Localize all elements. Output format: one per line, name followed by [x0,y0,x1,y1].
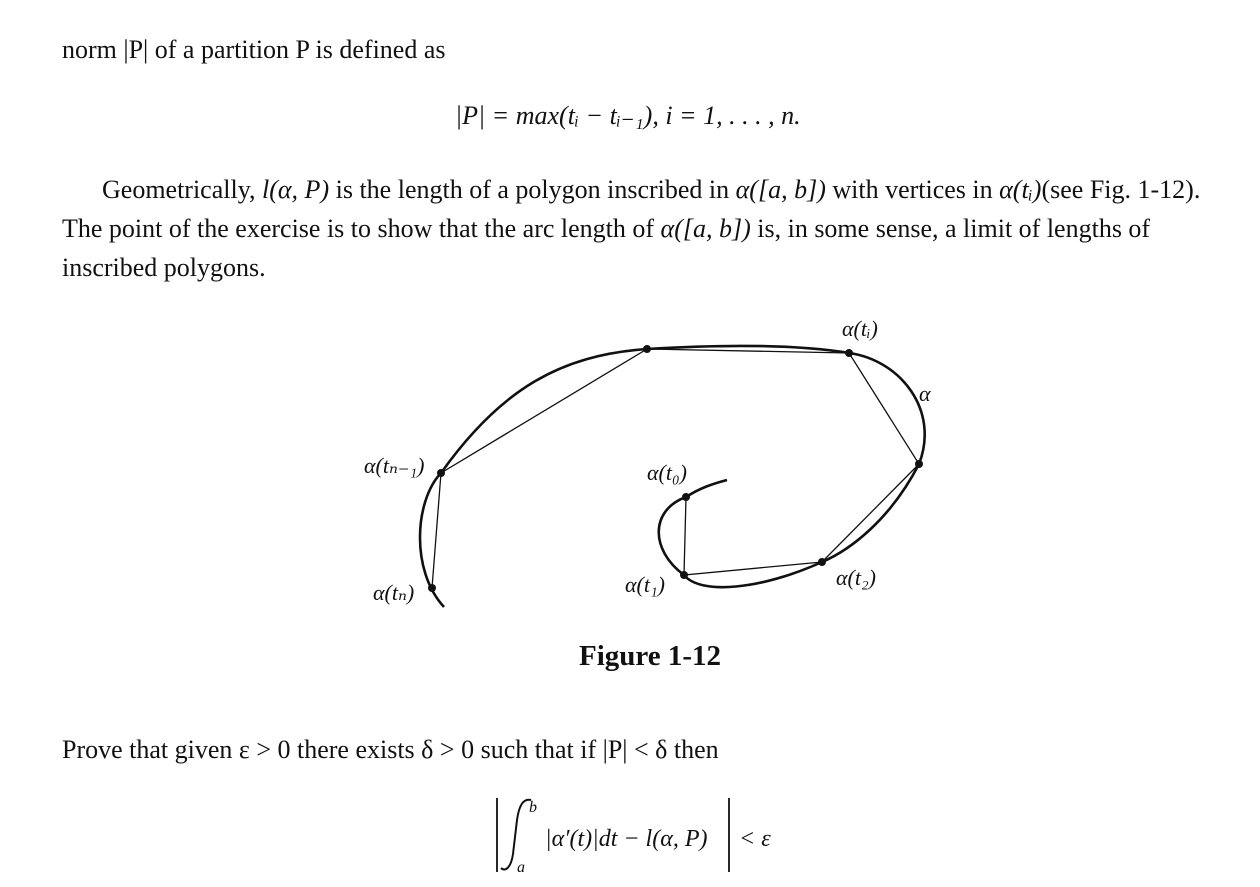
paragraph-mid3: (see Fig. 1-12). The point of the exercise is to show that the arc length of [62,175,1201,243]
integrand: |α′(t)|dt − l(α, P) [545,826,708,852]
paragraph-mid1: is the length of a polygon inscribed in [329,175,736,204]
integral-lower-limit: a [517,859,525,876]
formula-rhs: < ε [739,826,771,852]
vertex-b [643,345,651,353]
paragraph-alpha3: α([a, b]) [660,214,751,243]
vertex-t0 [682,493,690,501]
integral-upper-limit: b [529,799,537,816]
label-t1: α(t₁) [625,572,665,597]
vertex-a [915,460,923,468]
label-tn: α(tₙ) [373,580,415,605]
norm-intro-text: norm |P| of a partition P is defined as [62,35,446,64]
label-ti: α(tᵢ) [842,316,878,341]
vertex-tn1 [437,469,445,477]
paragraph-l: l(α, P) [262,175,330,204]
norm-formula: |P| = max(tᵢ − tᵢ₋₁), i = 1, . . . , n. [455,101,801,130]
label-tn1: α(tₙ₋₁) [364,453,425,478]
label-alpha: α [919,381,931,406]
vertex-tn [428,584,436,592]
prove-text: Prove that given ε > 0 there exists δ > 0 such that if |P| < δ then [62,735,719,764]
integral-formula [485,790,805,880]
integral-sign [501,800,531,870]
paragraph-end: is, in some sense, a limit of lengths of inscribed polygons. [62,214,1151,282]
paragraph-mid2: with vertices in [825,175,1000,204]
vertex-t2 [818,558,826,566]
integral-formula-svg [485,790,805,880]
paragraph-start: Geometrically, [102,175,263,204]
paragraph-alpha2: α(tᵢ) [999,175,1042,204]
label-t2: α(t₂) [836,565,876,590]
vertex-t1 [680,571,688,579]
vertex-ti [845,349,853,357]
paragraph-alpha1: α([a, b]) [735,175,826,204]
figure-caption: Figure 1-12 [578,640,722,672]
label-t0: α(t₀) [647,460,687,485]
